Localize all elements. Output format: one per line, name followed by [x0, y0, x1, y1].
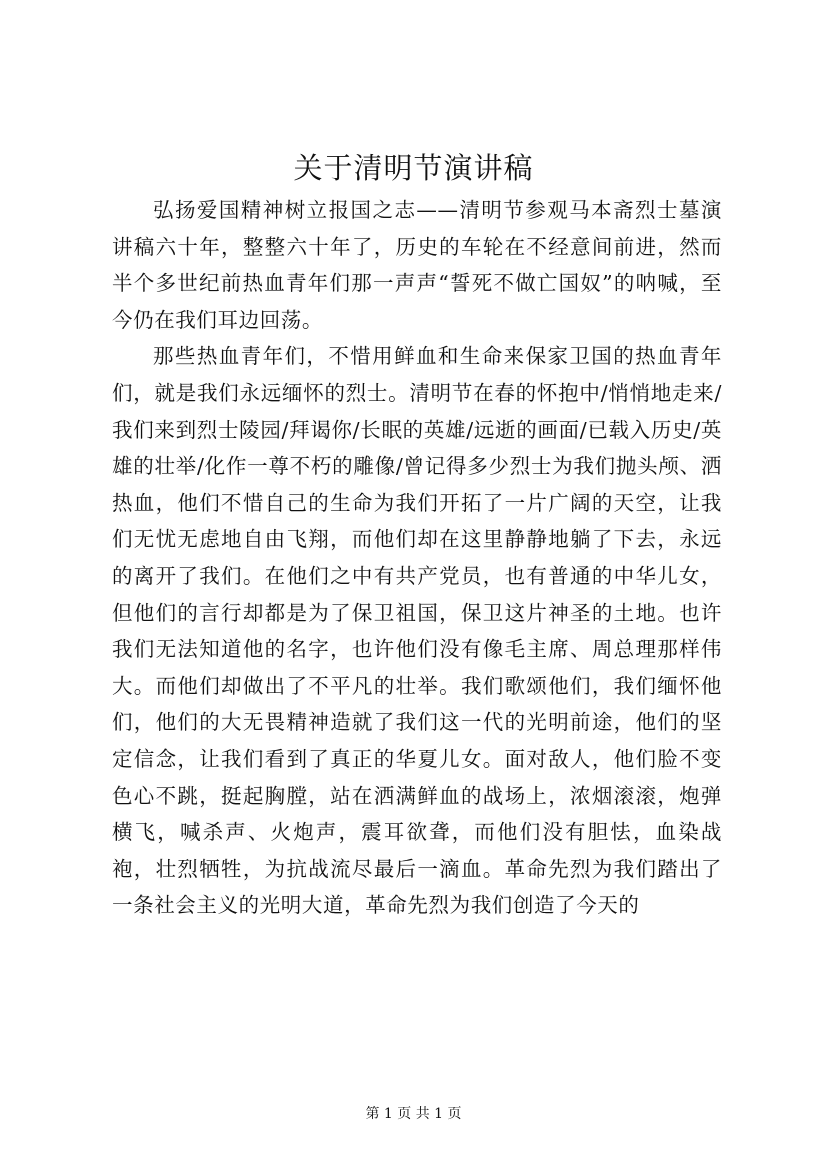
- document-title: 关于清明节演讲稿: [293, 151, 534, 185]
- paragraph-2: 那些热血青年们，不惜用鲜血和生命来保家卫国的热血青年们，就是我们永远缅怀的烈士。清明节在春的怀抱中/悄悄地走来/我们来到烈士陵园/拜谒你/长眠的英雄/远逝的画面/已载入历史/英雄的壮举/化作一尊不朽的雕像/曾记得多少烈士为我们抛头颅、洒热血，他们不惜自己的生命为我们开拓了一片广阔的天空，让我们无忧无虑地自由飞翔，而他们却在这里静静地躺了下去，永远的离开了我们。在他们之中有共产党员，也有普通的中华儿女，但他们的言行却都是为了保卫祖国，保卫这片神圣的土地。也许我们无法知道他的名字，也许他们没有像毛主席、周总理那样伟大。而他们却做出了不平凡的壮举。我们歌颂他们，我们缅怀他们，他们的大无畏精神造就了我们这一代的光明前途，他们的坚定信念，让我们看到了真正的华夏儿女。面对敌人，他们脸不变色心不跳，挺起胸膛，站在洒满鲜血的战场上，浓烟滚滚，炮弹横飞，喊杀声、火炮声，震耳欲聋，而他们没有胆怯，血染战袍，壮烈牺牲，为抗战流尽最后一滴血。革命先烈为我们踏出了一条社会主义的光明大道，革命先烈为我们创造了今天的: [112, 344, 722, 918]
- paragraph-1: 弘扬爱国精神树立报国之志——清明节参观马本斋烈士墓演讲稿六十年，整整六十年了，历史的车轮在不经意间前进，然而半个多世纪前热血青年们那一声声“誓死不做亡国奴”的呐喊，至今仍在我们耳边回荡。: [112, 198, 722, 332]
- document-body: [112, 192, 722, 924]
- page-footer: 第 1 页 共 1 页: [365, 1106, 462, 1122]
